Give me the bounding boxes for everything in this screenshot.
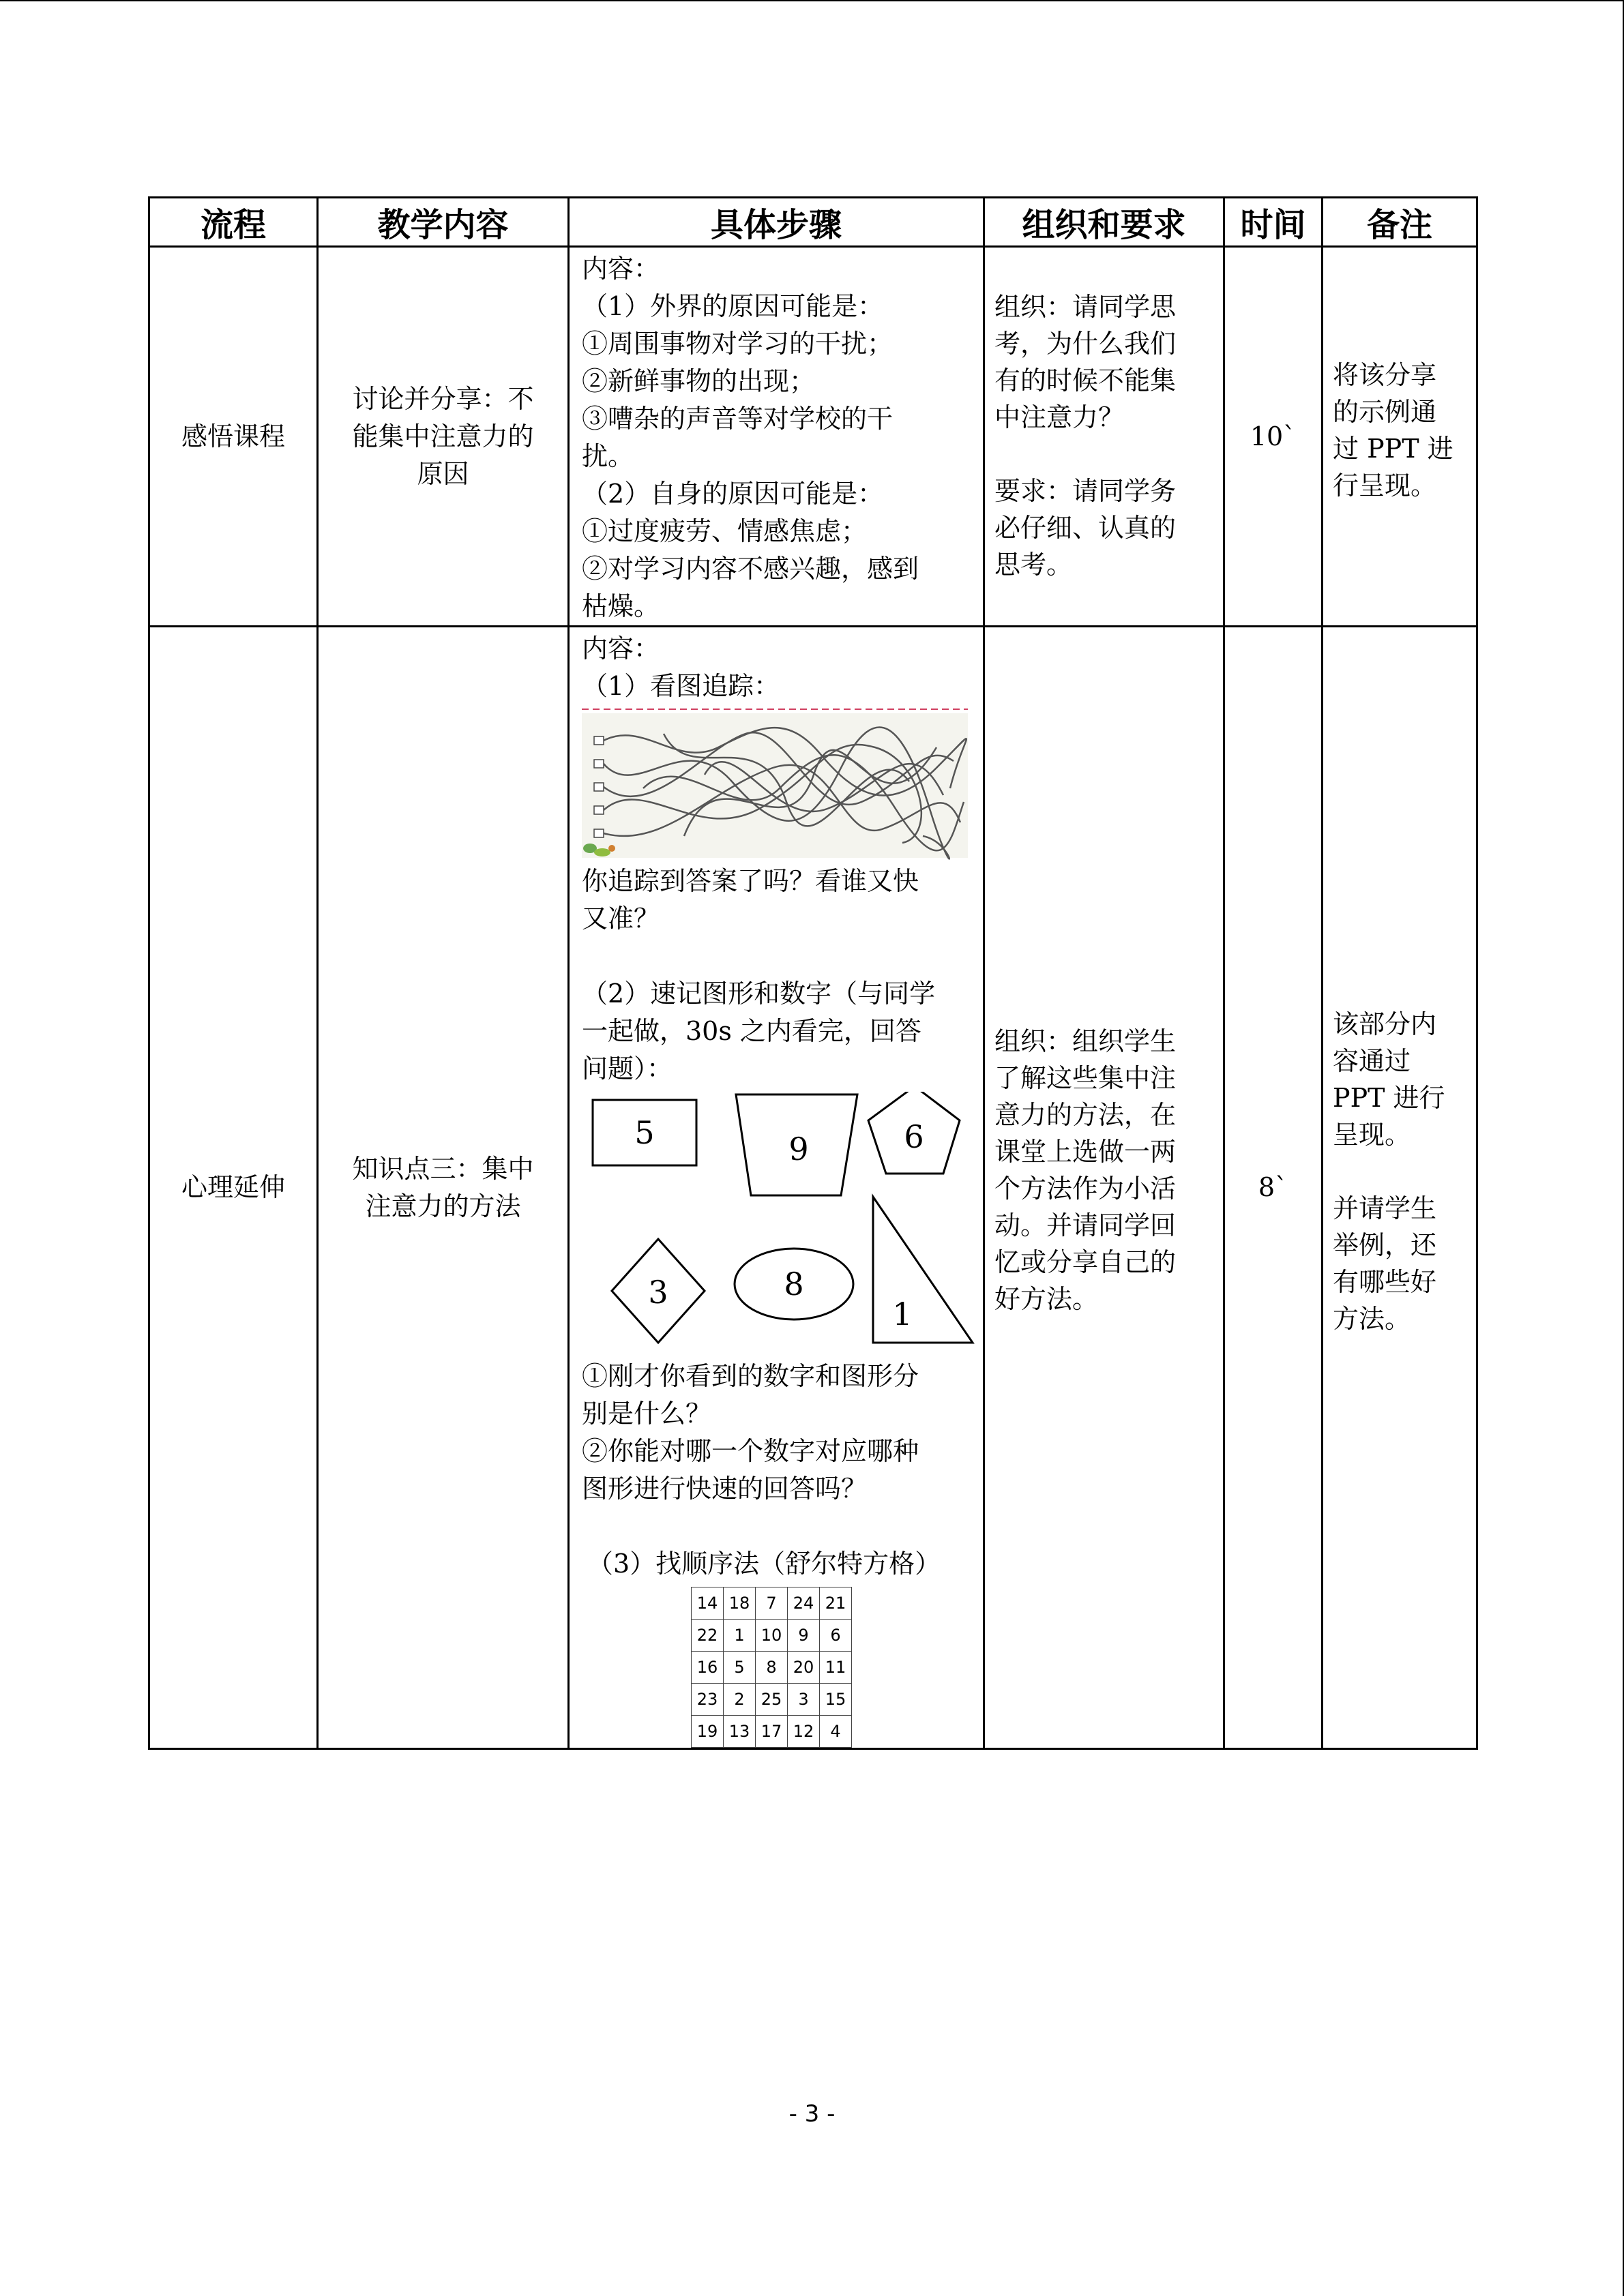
grid-row — [692, 1716, 852, 1748]
grid-cell: 5 — [724, 1652, 756, 1684]
org-line: 中注意力？ — [994, 402, 1125, 432]
time-cell: 8` — [1224, 627, 1323, 1749]
content-line: 能集中注意力的 — [352, 421, 534, 451]
spacer — [582, 938, 976, 975]
grid-cell: 23 — [692, 1684, 724, 1716]
grid-cell: 18 — [724, 1587, 756, 1620]
content-cell — [318, 627, 569, 1749]
memory-shapes-figure — [582, 1092, 977, 1358]
grid-row — [692, 1587, 852, 1620]
process-cell: 感悟课程 — [149, 247, 318, 627]
steps-line: ②新鲜事物的出现； — [582, 366, 816, 396]
note-line: 容通过 — [1333, 1046, 1411, 1076]
steps-line: 扰。 — [582, 441, 634, 471]
grid-cell: 11 — [820, 1652, 852, 1684]
lesson-plan-table — [148, 196, 1478, 1750]
content-line: 讨论并分享：不 — [352, 383, 534, 414]
note-line: 呈现。 — [1333, 1120, 1411, 1150]
grid-row — [692, 1684, 852, 1716]
org-line: 意力的方法，在 — [994, 1100, 1177, 1130]
pentagon-number: 6 — [904, 1118, 924, 1155]
table-row — [149, 627, 1477, 1749]
item1-question-line: 又准？ — [582, 904, 660, 934]
note-line — [1333, 1153, 1469, 1190]
grid-cell: 1 — [724, 1620, 756, 1652]
header-process: 流程 — [149, 198, 318, 247]
grid-cell: 7 — [756, 1587, 788, 1620]
steps-line: ②对学习内容不感兴趣，感到 — [582, 554, 919, 584]
grid-cell: 19 — [692, 1716, 724, 1748]
grid-cell: 4 — [820, 1716, 852, 1748]
org-line — [994, 436, 1216, 473]
org-line: 组织：组织学生 — [994, 1026, 1177, 1056]
header-content: 教学内容 — [318, 198, 569, 247]
header-time: 时间 — [1224, 198, 1323, 247]
schulte-grid — [691, 1587, 852, 1748]
content-line: 原因 — [417, 458, 469, 489]
grid-cell: 2 — [724, 1684, 756, 1716]
content-cell — [318, 247, 569, 627]
org-line: 好方法。 — [994, 1284, 1099, 1314]
note-line: 该部分内 — [1333, 1009, 1437, 1039]
item2-title-line: 问题）： — [582, 1054, 673, 1084]
organization-cell — [984, 247, 1224, 627]
steps-line: （2）自身的原因可能是： — [582, 479, 884, 509]
organization-cell — [984, 627, 1224, 1749]
note-line: 有哪些好 — [1333, 1267, 1437, 1297]
process-cell: 心理延伸 — [149, 627, 318, 1749]
note-line: 的示例通 — [1333, 397, 1437, 427]
grid-cell: 14 — [692, 1587, 724, 1620]
grid-cell: 13 — [724, 1716, 756, 1748]
steps-line: 内容： — [582, 254, 660, 284]
ellipse-number: 8 — [784, 1266, 804, 1302]
steps-line: ①周围事物对学习的干扰； — [582, 329, 894, 359]
content-line: 知识点三：集中 — [352, 1153, 534, 1184]
grid-cell: 12 — [788, 1716, 820, 1748]
grid-cell: 8 — [756, 1652, 788, 1684]
steps-line: ③嘈杂的声音等对学校的干 — [582, 404, 894, 434]
grid-cell: 22 — [692, 1620, 724, 1652]
grid-cell: 20 — [788, 1652, 820, 1684]
org-line: 了解这些集中注 — [994, 1063, 1177, 1093]
grid-cell: 15 — [820, 1684, 852, 1716]
grid-row — [692, 1652, 852, 1684]
triangle-shape — [873, 1197, 973, 1343]
table-row — [149, 247, 1477, 627]
note-line: 举例，还 — [1333, 1230, 1437, 1260]
diamond-number: 3 — [648, 1274, 668, 1311]
time-cell: 10` — [1224, 247, 1323, 627]
triangle-number: 1 — [892, 1296, 913, 1332]
steps-line: ①过度疲劳、情感焦虑； — [582, 516, 868, 546]
note-line: PPT 进行 — [1333, 1083, 1445, 1113]
grid-cell: 3 — [788, 1684, 820, 1716]
grid-cell: 21 — [820, 1587, 852, 1620]
note-line: 并请学生 — [1333, 1193, 1437, 1223]
steps-line: 枯燥。 — [582, 591, 660, 621]
org-line: 要求：请同学务 — [994, 476, 1177, 506]
steps-cell — [569, 627, 984, 1749]
notes-cell — [1323, 627, 1477, 1749]
item2-question-line: ②你能对哪一个数字对应哪种 — [582, 1436, 919, 1466]
header-notes: 备注 — [1323, 198, 1477, 247]
header-organization: 组织和要求 — [984, 198, 1224, 247]
org-line: 思考。 — [994, 550, 1073, 580]
square-number: 5 — [634, 1114, 655, 1151]
item2-question-line: 图形进行快速的回答吗？ — [582, 1474, 868, 1504]
grid-cell: 25 — [756, 1684, 788, 1716]
item2-question-line: 别是什么？ — [582, 1399, 712, 1429]
org-line: 个方法作为小活 — [994, 1174, 1177, 1204]
grid-cell: 9 — [788, 1620, 820, 1652]
grid-cell: 16 — [692, 1652, 724, 1684]
org-line: 课堂上选做一两 — [994, 1137, 1177, 1167]
item3-title: （3）找顺序法（舒尔特方格） — [587, 1549, 941, 1579]
grid-cell: 6 — [820, 1620, 852, 1652]
item2-title-line: 一起做，30s 之内看完，回答 — [582, 1016, 921, 1046]
note-line: 过 PPT 进 — [1333, 434, 1453, 464]
item1-question-line: 你追踪到答案了吗？看谁又快 — [582, 866, 919, 896]
grid-cell: 10 — [756, 1620, 788, 1652]
grid-cell: 24 — [788, 1587, 820, 1620]
page-number: - 3 - — [788, 2100, 836, 2128]
note-line: 将该分享 — [1333, 360, 1437, 390]
org-line: 动。并请同学回 — [994, 1210, 1177, 1240]
note-line: 方法。 — [1333, 1304, 1411, 1334]
note-line: 行呈现。 — [1333, 471, 1437, 501]
steps-line: （1）外界的原因可能是： — [582, 291, 884, 321]
grid-row — [692, 1620, 852, 1652]
steps-cell — [569, 247, 984, 627]
item1-title: （1）看图追踪： — [582, 671, 780, 701]
maze-tracking-image — [582, 706, 968, 860]
grid-cell: 17 — [756, 1716, 788, 1748]
org-line: 有的时候不能集 — [994, 366, 1177, 396]
org-line: 必仔细、认真的 — [994, 513, 1177, 543]
spacer — [582, 1508, 976, 1545]
trapezoid-number: 9 — [788, 1131, 809, 1167]
org-line: 考，为什么我们 — [994, 329, 1177, 359]
header-steps: 具体步骤 — [569, 198, 984, 247]
org-line: 组织：请同学思 — [994, 292, 1177, 322]
table-header-row — [149, 198, 1477, 247]
notes-cell — [1323, 247, 1477, 627]
item2-question-line: ①刚才你看到的数字和图形分 — [582, 1361, 919, 1391]
item2-title-line: （2）速记图形和数字（与同学 — [582, 979, 936, 1009]
steps-intro: 内容： — [582, 633, 660, 664]
org-line: 忆或分享自己的 — [994, 1247, 1177, 1277]
content-line: 注意力的方法 — [365, 1191, 521, 1221]
